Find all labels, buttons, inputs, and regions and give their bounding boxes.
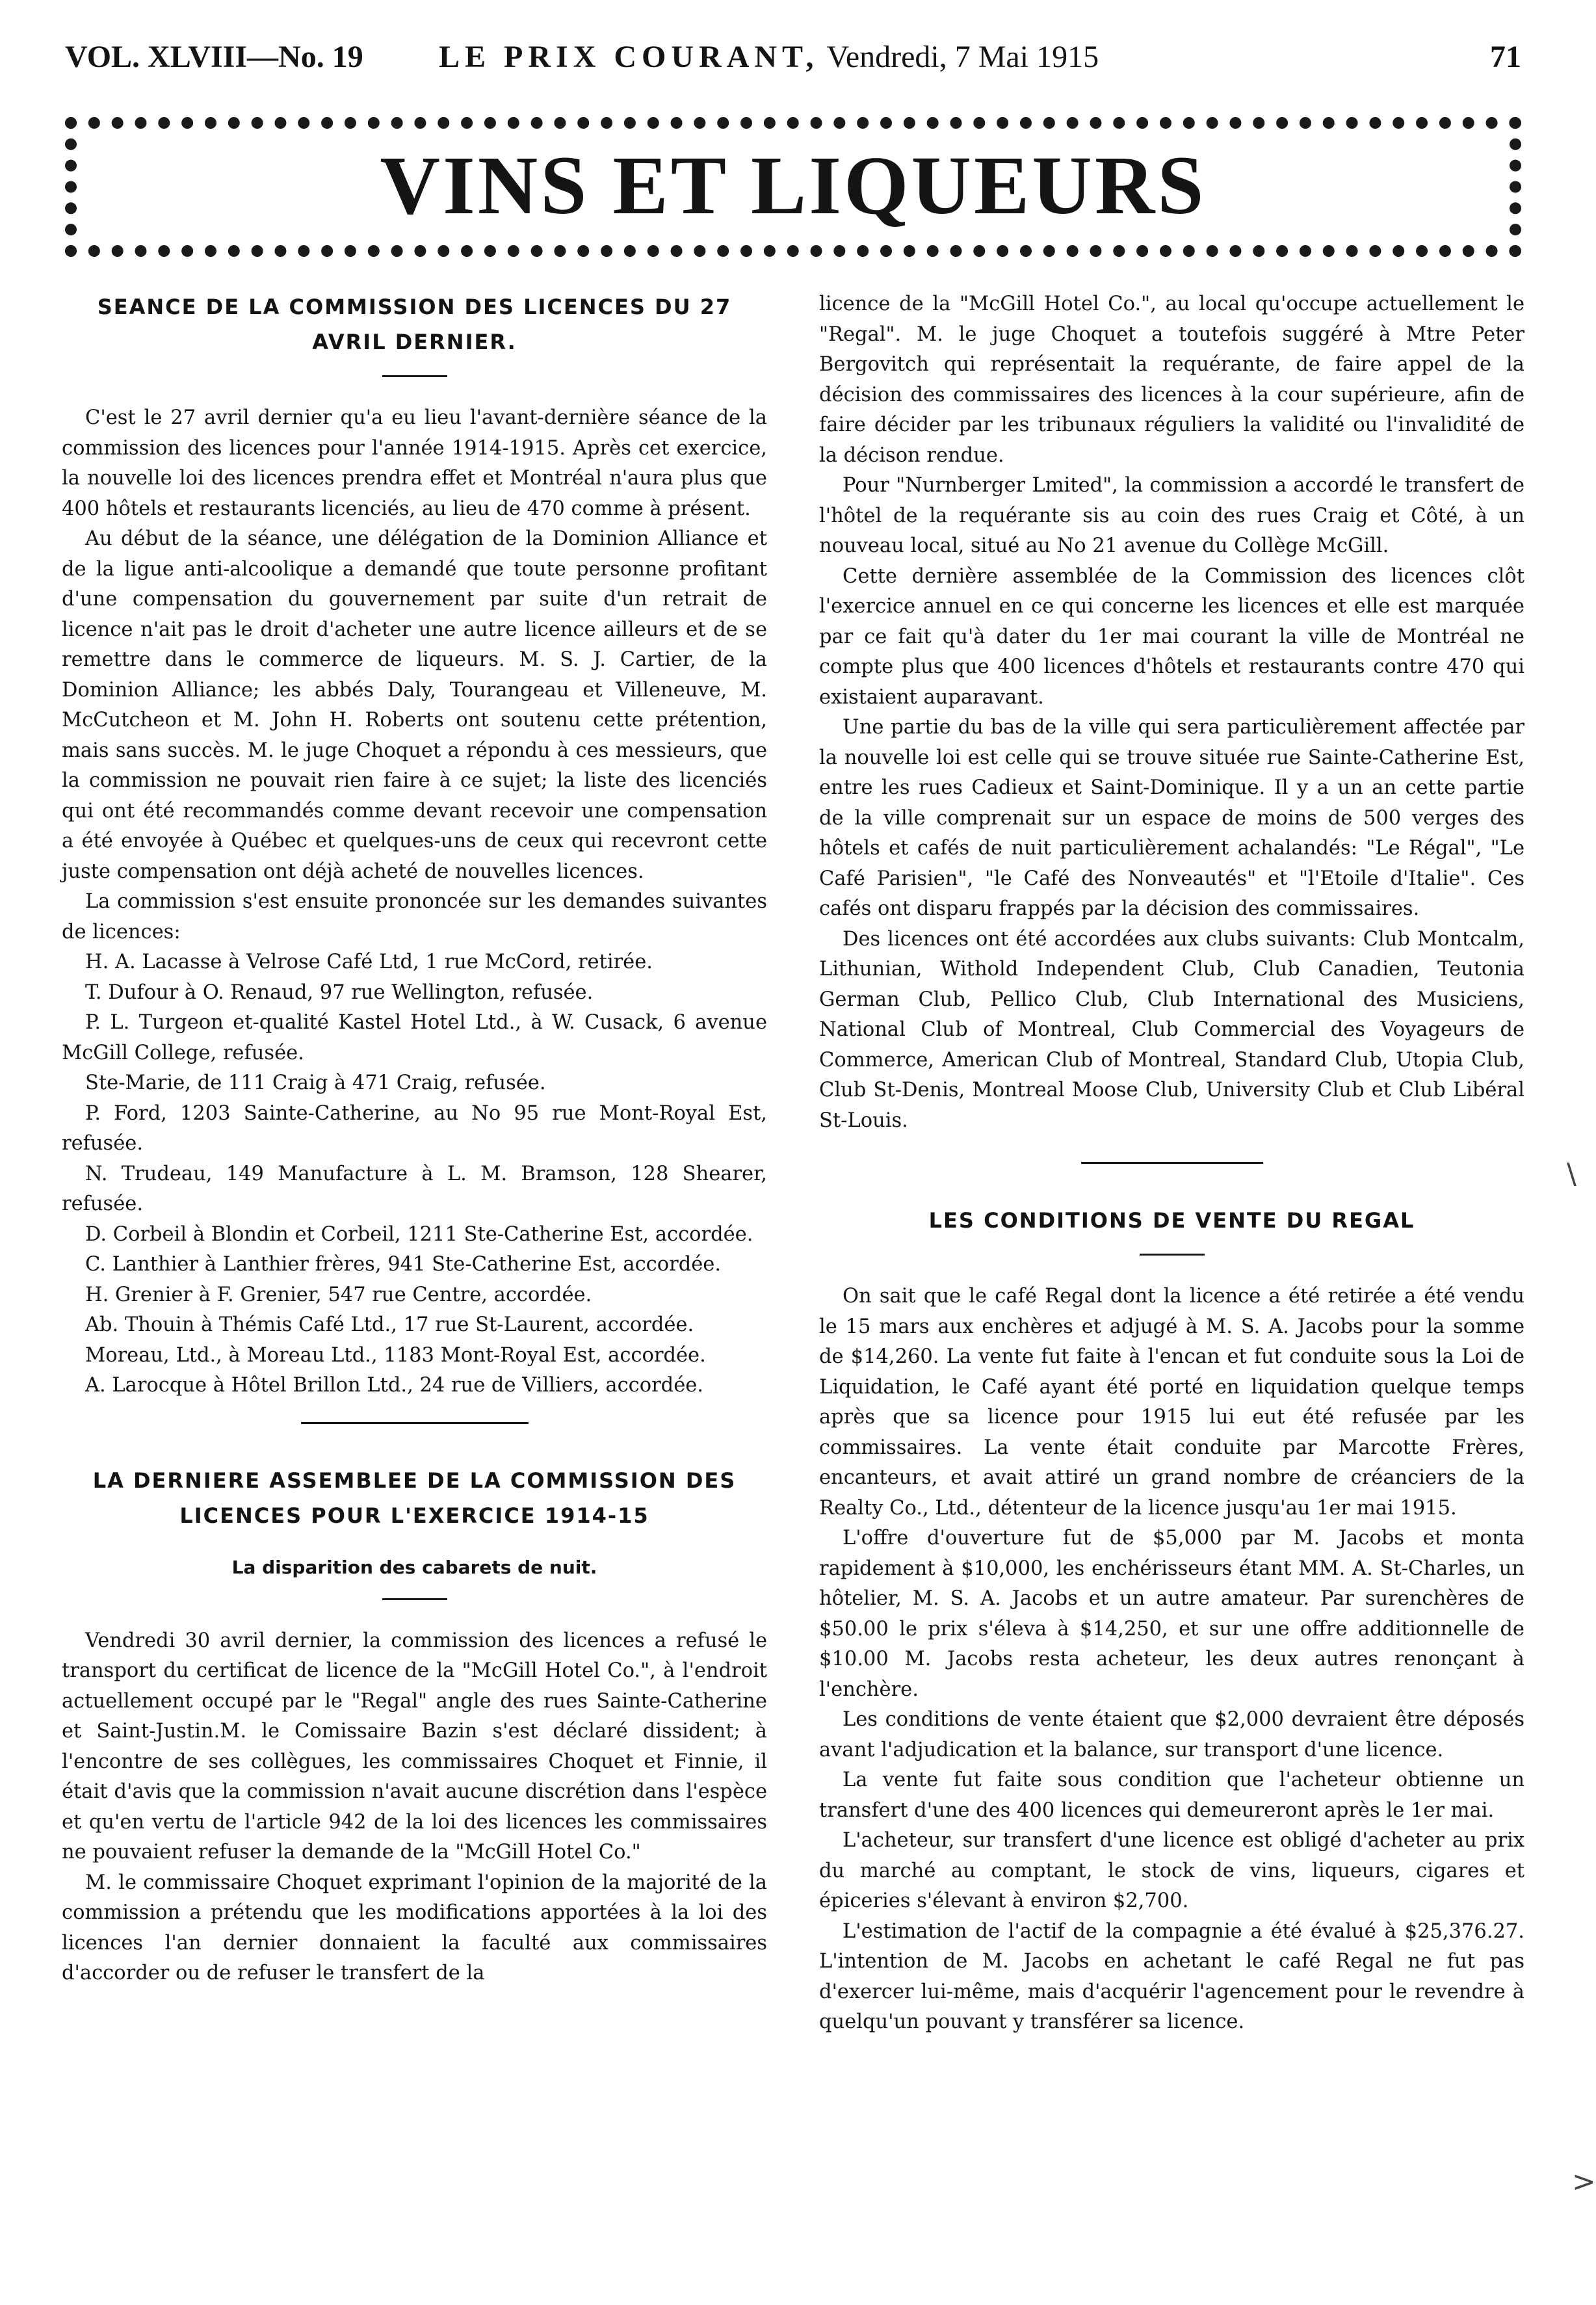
licence-entry: D. Corbeil à Blondin et Corbeil, 1211 Ste-Catherine Est, accordée. bbox=[85, 1222, 753, 1246]
licence-entry: Ab. Thouin à Thémis Café Ltd., 17 rue St-Laurent, accordée. bbox=[85, 1313, 694, 1336]
paragraph: La vente fut faite sous condition que l'acheteur obtienne un transfert d'une des 400 licences qui demeureront après le 1er mai. bbox=[819, 1769, 1524, 1822]
licence-entry: H. Grenier à F. Grenier, 547 rue Centre, accordée. bbox=[85, 1283, 592, 1306]
paragraph: Une partie du bas de la ville qui sera particulièrement affectée par la nouvelle loi est celle qui se trouve située rue Sainte-Catherine Est, entre les rues Cadieux et Saint-Dominique. Il y a un an cette partie de la ville comprenait sur un espace de moins de 500 verges des hôtels et cafés de nuit particulièrement achalandés: "Le Régal", "Le Café Parisien", "le Café des Nonveautés" et "l'Etoile d'Italie". Ces cafés ont disparu frappés par la décision des commissaires. bbox=[819, 716, 1524, 920]
right-column bbox=[819, 289, 1524, 2038]
licence-entry: Ste-Marie, de 111 Craig à 471 Craig, refusée. bbox=[85, 1072, 546, 1094]
section-divider bbox=[301, 1422, 529, 1424]
paragraph: M. le commissaire Choquet exprimant l'opinion de la majorité de la commission a prétendu que les modifications apportées à la loi des licences l'an dernier donnaient la faculté aux commissaires d'accorder ou de refuser le transfert de la bbox=[62, 1871, 767, 1984]
paragraph: L'offre d'ouverture fut de $5,000 par M. Jacobs et monta rapidement à $10,000, les enchérisseurs étant MM. A. St-Charles, un hôtelier, M. S. A. Jacobs et un autre amateur. Par surenchères de $50.00 le prix s'éleva à $14,250, et sur une offre additionnelle de $10.00 M. Jacobs resta acheteur, les deux autres renonçant à l'enchère. bbox=[819, 1527, 1524, 1701]
section-divider bbox=[1081, 1162, 1263, 1164]
heading-rule bbox=[1140, 1254, 1205, 1256]
licence-entry: Moreau, Ltd., à Moreau Ltd., 1183 Mont-Royal Est, accordée. bbox=[85, 1343, 706, 1367]
margin-scan-mark: > bbox=[1572, 2165, 1596, 2198]
paragraph: Les conditions de vente étaient que $2,000 devraient être déposés avant l'adjudication et la balance, sur transport d'une licence. bbox=[819, 1708, 1524, 1761]
issue-date: Vendredi, 7 Mai 1915 bbox=[826, 40, 1099, 74]
paragraph: Au début de la séance, une délégation de la Dominion Alliance et de la ligue anti-alcoolique a demandé que toute personne profitant d'une compensation du gouvernement par suite d'un retrait de licence n'ait pas le droit d'acheter une autre licence ailleurs et de se remettre dans le commerce de liqueurs. M. S. J. Cartier, de la Dominion Alliance; les abbés Daly, Tourangeau et Villeneuve, M. McCutcheon et M. John H. Roberts ont soutenu cette prétention, mais sans succès. M. le juge Choquet a répondu à ces messieurs, que la commission ne pouvait rien faire à ce sujet; la liste des licenciés qui ont été recommandés comme devant recevoir une compensation a été envoyée à Québec et quelques-uns de ceux qui recevront cette juste compensation ont déjà acheté de nouvelles licences. bbox=[62, 527, 767, 883]
paragraph: L'acheteur, sur transfert d'une licence est obligé d'acheter au prix du marché au comptant, le stock de vins, liqueurs, cigares et épiceries s'élevant à environ $2,700. bbox=[819, 1829, 1524, 1912]
volume-number: VOL. XLVIII—No. 19 bbox=[65, 40, 363, 74]
paragraph: Pour "Nurnberger Lmited", la commission a accordé le transfert de l'hôtel de la requérante sis au coin des rues Craig et Côté, à un nouveau local, situé au No 21 avenue du Collège McGill. bbox=[819, 474, 1524, 557]
page-number: 71 bbox=[1490, 40, 1521, 74]
publication-line bbox=[439, 39, 1099, 75]
article-heading: SEANCE DE LA COMMISSION DES LICENCES DU 27 AVRIL DERNIER. bbox=[97, 295, 732, 354]
licence-entry: C. Lanthier à Lanthier frères, 941 Ste-Catherine Est, accordée. bbox=[85, 1253, 722, 1276]
paragraph: Vendredi 30 avril dernier, la commission des licences a refusé le transport du certificat de licence de la "McGill Hotel Co.", à l'endroit actuellement occupé par le "Regal" angle des rues Sainte-Catherine et Saint-Justin.M. le Comissaire Bazin s'est déclaré dissident; à l'encontre de ses collègues, les commissaires Choquet et Finnie, il était d'avis que la commission n'avait aucune discrétion dans l'espèce et qu'en vertu de l'article 942 de la loi des licences les commissaires ne pouvaient refuser la demande de la "McGill Hotel Co." bbox=[62, 1629, 767, 1864]
paragraph: C'est le 27 avril dernier qu'a eu lieu l'avant-dernière séance de la commission des licences pour l'année 1914-1915. Après cet exercice, la nouvelle loi des licences prendra effet et Montréal n'aura plus que 400 hôtels et restaurants licenciés, au lieu de 470 comme à présent. bbox=[62, 406, 767, 520]
licence-entry: A. Larocque à Hôtel Brillon Ltd., 24 rue de Villiers, accordée. bbox=[85, 1374, 703, 1397]
section-banner bbox=[65, 117, 1521, 257]
heading-rule bbox=[382, 1598, 447, 1600]
licence-entry: N. Trudeau, 149 Manufacture à L. M. Bramson, 128 Shearer, refusée. bbox=[62, 1162, 767, 1215]
heading-rule bbox=[382, 375, 447, 377]
licence-entry: H. A. Lacasse à Velrose Café Ltd, 1 rue McCord, retirée. bbox=[85, 951, 653, 973]
licence-entry: P. L. Turgeon et-qualité Kastel Hotel Ltd., à W. Cusack, 6 avenue McGill College, refusée. bbox=[62, 1011, 767, 1064]
left-column bbox=[62, 289, 767, 1989]
article-heading: LES CONDITIONS DE VENTE DU REGAL bbox=[928, 1208, 1415, 1233]
article-subheading: La disparition des cabarets de nuit. bbox=[231, 1556, 597, 1578]
paragraph: Cette dernière assemblée de la Commission des licences clôt l'exercice annuel en ce qui concerne les licences et elle est marquée par ce fait qu'à dater du 1er mai courant la ville de Montréal ne compte plus que 400 licences d'hôtels et restaurants contre 470 qui existaient auparavant. bbox=[819, 564, 1524, 709]
paragraph: La commission s'est ensuite prononcée sur les demandes suivantes de licences: bbox=[62, 890, 767, 943]
paragraph: Des licences ont été accordées aux clubs suivants: Club Montcalm, Lithunian, Withold Independent Club, Club Canadien, Teutonia German Club, Pellico Club, Club International des Musiciens, National Club of Montreal, Club Commercial des Voyageurs de Commerce, American Club of Montreal, Standard Club, Utopia Club, Club St-Denis, Montreal Moose Club, University Club et Club Libéral St-Louis. bbox=[819, 927, 1524, 1132]
licence-entry: T. Dufour à O. Renaud, 97 rue Wellington, refusée. bbox=[85, 981, 594, 1004]
licence-entry: P. Ford, 1203 Sainte-Catherine, au No 95 rue Mont-Royal Est, refusée. bbox=[62, 1101, 767, 1155]
paragraph: licence de la "McGill Hotel Co.", au local qu'occupe actuellement le "Regal". M. le juge Choquet a toutefois suggéré à Mtre Peter Bergovitch qui représentait la requérante, de faire appel de la décision des commissaires des licences à la cour supérieure, afin de faire décider par les tribunaux réguliers la validité ou l'invalidité de la décison rendue. bbox=[819, 293, 1524, 467]
running-head bbox=[65, 33, 1521, 85]
paragraph: On sait que le café Regal dont la licence a été retirée a été vendu le 15 mars aux enchères et adjugé à M. S. A. Jacobs pour la somme de $14,260. La vente fut faite à l'encan et fut conduite sous la Loi de Liquidation, le Café ayant été porté en liquidation quelque temps après que sa licence pour 1915 lui eut été refusée par les commissaires. La vente était conduite par Marcotte Frères, encanteurs, et avait attiré un grand nombre de créanciers de la Realty Co., Ltd., détenteur de la licence jusqu'au 1er mai 1915. bbox=[819, 1285, 1524, 1520]
section-title: VINS ET LIQUEURS bbox=[380, 139, 1207, 231]
publication-title: LE PRIX COURANT, bbox=[439, 40, 819, 74]
margin-scan-mark: \ bbox=[1567, 1157, 1576, 1191]
article-heading: LA DERNIERE ASSEMBLEE DE LA COMMISSION DES LICENCES POUR L'EXERCICE 1914-15 bbox=[92, 1468, 737, 1528]
paragraph: L'estimation de l'actif de la compagnie a été évalué à $25,376.27. L'intention de M. Jacobs en achetant le café Regal ne fut pas d'exercer lui-même, mais d'acquérir l'agencement pour le revendre à quelqu'un pouvant y transférer sa licence. bbox=[819, 1919, 1524, 2033]
